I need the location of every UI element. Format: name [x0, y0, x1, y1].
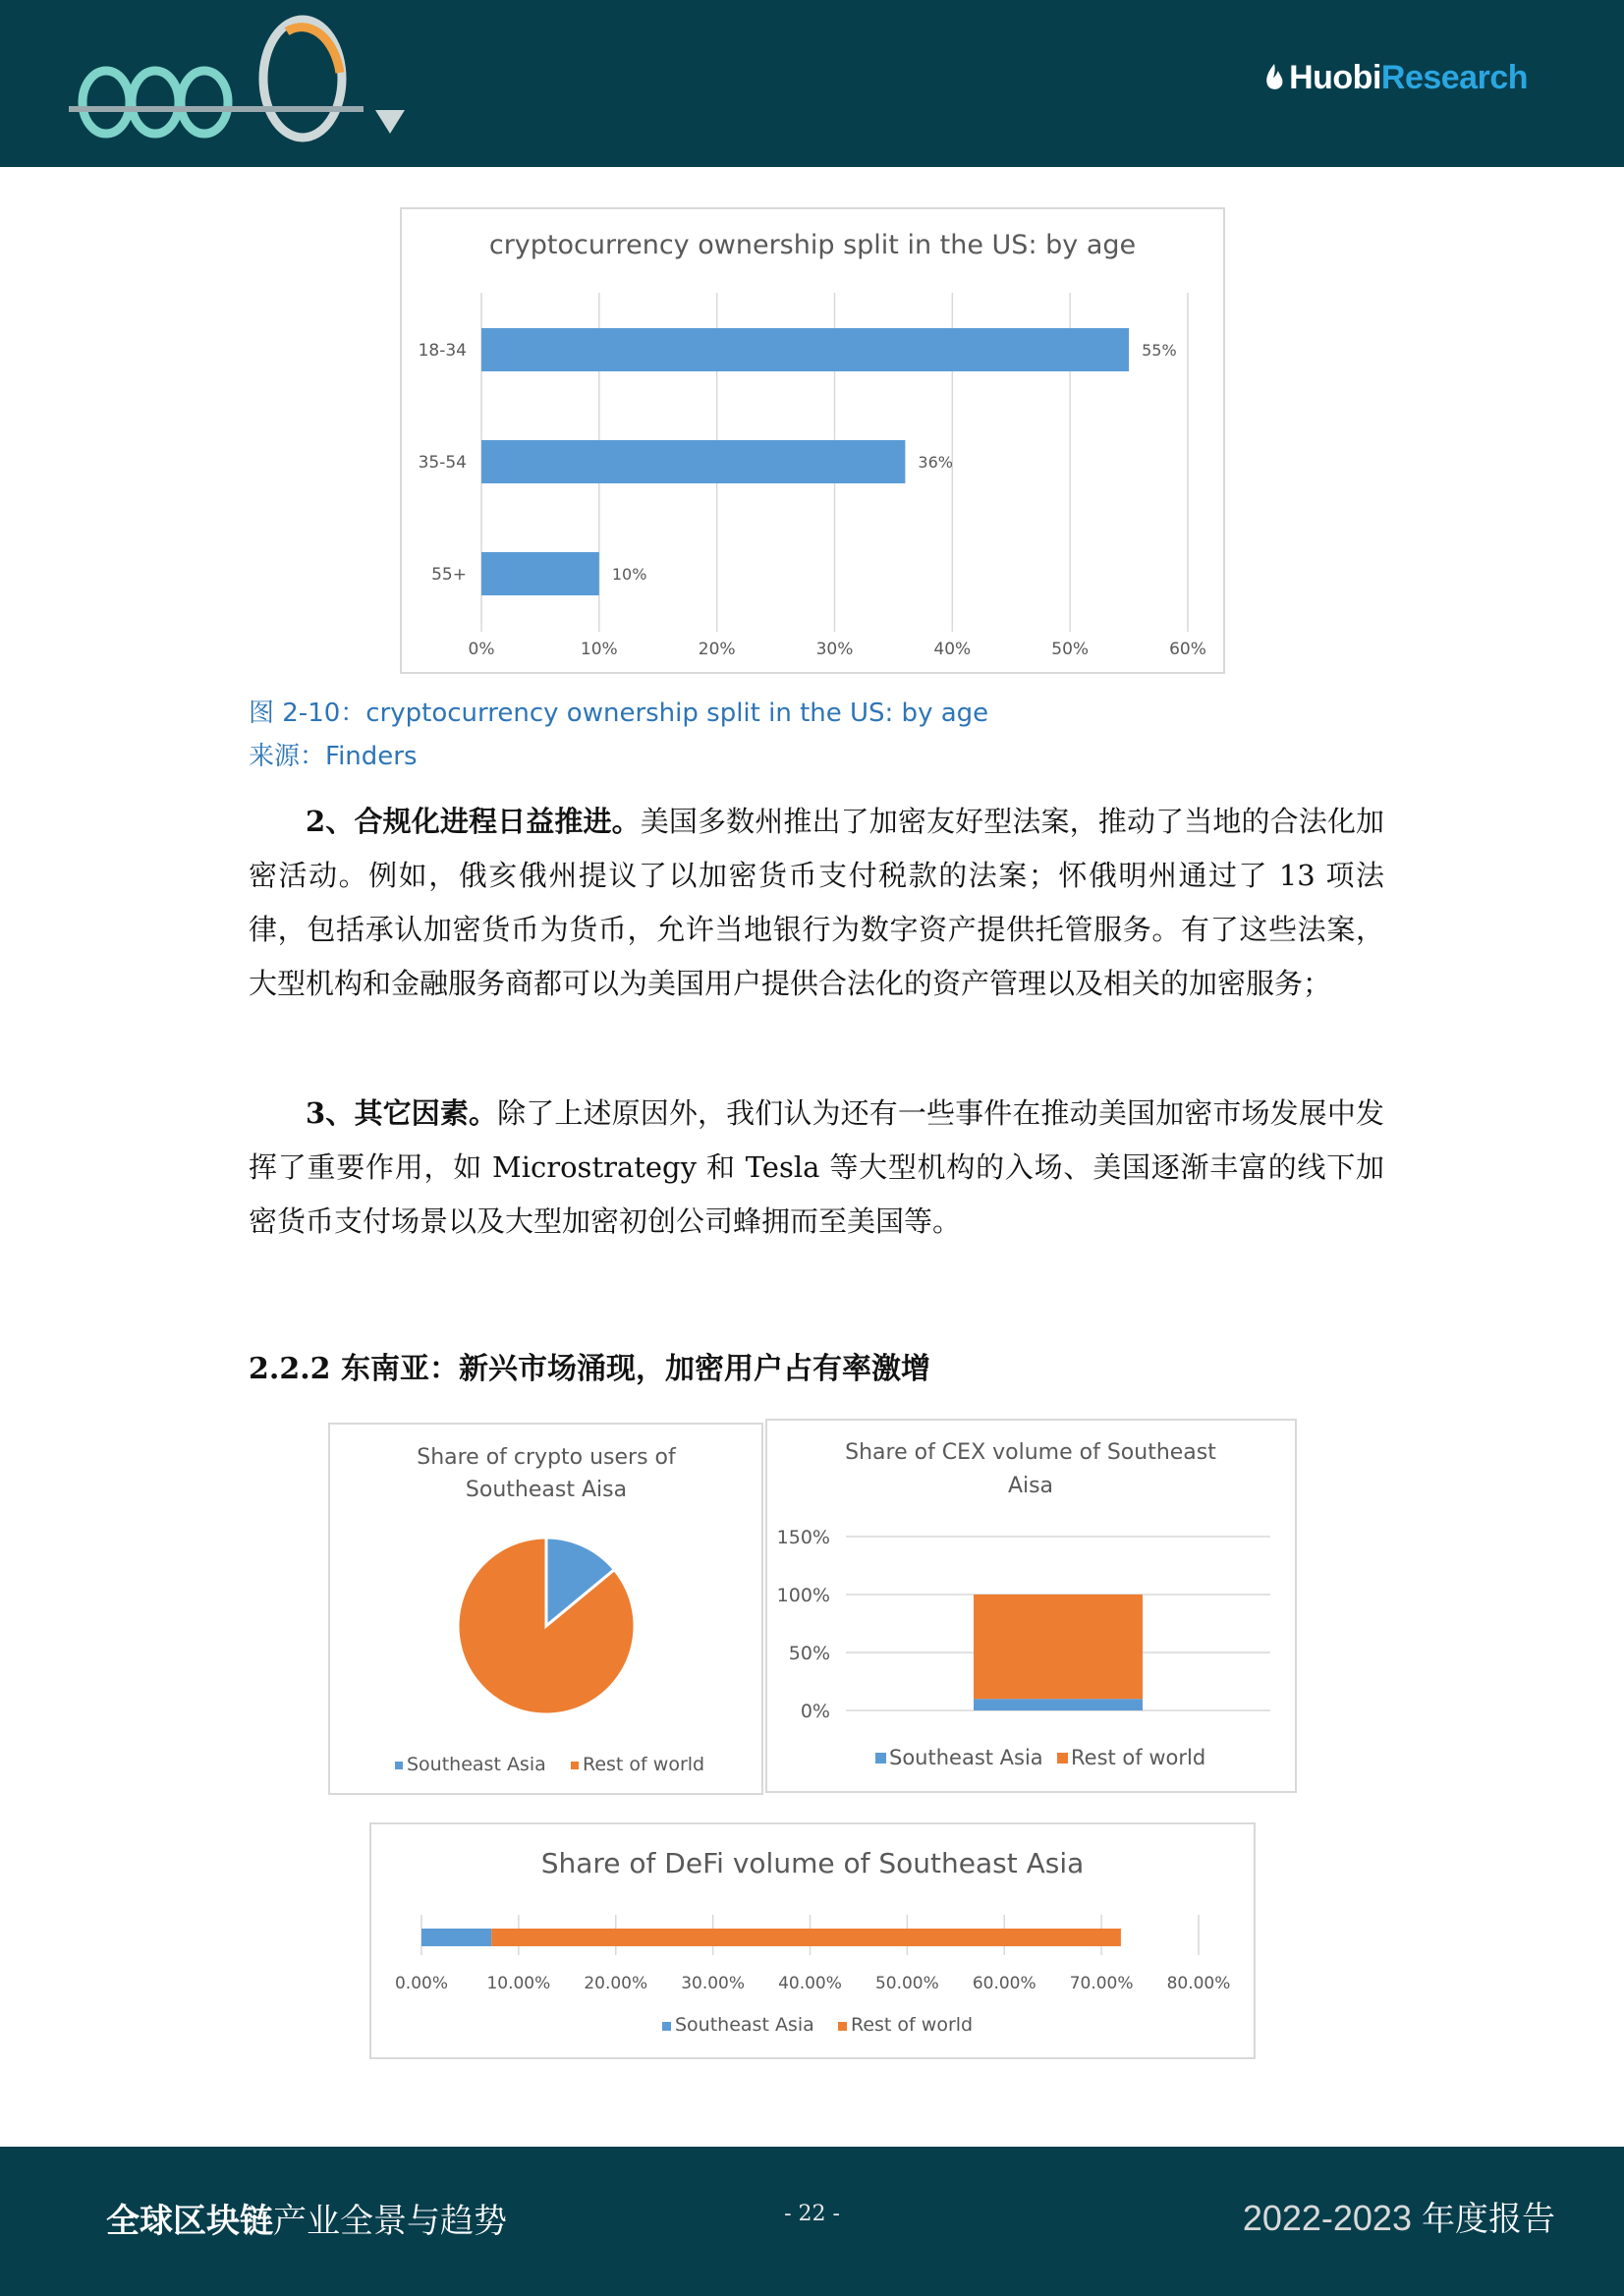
cex-volume-svg [767, 1421, 1295, 1791]
bar-18-34 [481, 328, 1129, 371]
page-footer [0, 2147, 1624, 2296]
category-label: 18-34 [418, 341, 467, 361]
legend-swatch [395, 1762, 403, 1769]
chart-title: Southeast Aisa [465, 1478, 628, 1502]
legend-swatch [1057, 1753, 1068, 1764]
x-tick-label: 30.00% [681, 1974, 746, 1993]
age-split-chart [400, 207, 1225, 674]
bar-35-54 [481, 440, 905, 483]
figure-source: 来源：Finders [249, 742, 418, 771]
legend-label: Southeast Asia [675, 2014, 814, 2036]
x-tick-label: 20.00% [584, 1974, 648, 1993]
data-label: 55% [1142, 341, 1177, 360]
report-year: 2022-2023 年度报告 [1242, 2198, 1555, 2239]
legend-swatch [838, 2022, 847, 2031]
paragraph-body: 美国多数州推出了加密友好型法案，推动了当地的合法化加密活动。例如，俄亥俄州提议了以加密货币支付税款的法案；怀俄明州通过了 13 项法律，包括承认加密货币为货币，允许当地银行为数字资产提供托管服务。有了这些法案，大型机构和金融服务商都可以为美国用户提供合法化的资产管理以及相关的加密服务； [249, 805, 1384, 1000]
stack-segment-rest-of-world [491, 1929, 1121, 1946]
x-tick-label: 40% [933, 640, 972, 659]
header-illustration [59, 4, 432, 151]
x-tick-label: 60.00% [972, 1974, 1036, 1993]
x-tick-label: 30% [815, 640, 854, 659]
paragraph-body: 除了上述原因外，我们认为还有一些事件在推动美国加密市场发展中发挥了重要作用，如 Microstrategy 和 Tesla 等大型机构的入场、美国逐渐丰富的线下加密货币支付场景以及大型加密初创公司蜂拥而至美国等。 [249, 1096, 1384, 1238]
legend-swatch [571, 1762, 579, 1769]
x-tick-label: 70.00% [1069, 1974, 1134, 1993]
chart-title: cryptocurrency ownership split in the US: by age [488, 230, 1137, 260]
category-label: 35-54 [418, 453, 467, 473]
legend-swatch [875, 1753, 886, 1764]
stack-segment-southeast-asia [974, 1699, 1143, 1710]
figure-caption: 图 2-10：cryptocurrency ownership split in the US: by age [249, 699, 989, 728]
chart-title: Share of DeFi volume of Southeast Asia [540, 1847, 1085, 1879]
x-tick-label: 40.00% [778, 1974, 842, 1993]
paragraph-lead: 2、合规化进程日益推进。 [306, 805, 641, 838]
legend-label: Southeast Asia [407, 1754, 546, 1775]
legend-label: Rest of world [1071, 1746, 1206, 1769]
bar-55+ [481, 552, 599, 595]
brand-logo: HuobiResearch [1263, 59, 1528, 97]
paragraph-other-factors [249, 1087, 1384, 1249]
chart-title: Share of CEX volume of Southeast [845, 1440, 1216, 1465]
y-tick-label: 50% [788, 1643, 830, 1664]
chart-title: Aisa [1007, 1474, 1054, 1498]
x-tick-label: 0% [468, 640, 495, 659]
x-tick-label: 80.00% [1166, 1974, 1231, 1993]
paragraph-compliance [249, 795, 1384, 1011]
data-label: 36% [918, 453, 953, 472]
cex-volume-chart [765, 1419, 1297, 1793]
chart-title: Share of crypto users of [417, 1445, 676, 1470]
legend-label: Southeast Asia [889, 1746, 1043, 1769]
crypto-users-pie-svg [330, 1425, 761, 1793]
x-tick-label: 50% [1051, 640, 1090, 659]
x-tick-label: 10% [580, 640, 618, 659]
age-split-chart-svg [402, 209, 1223, 672]
page-number: - 22 - [784, 2202, 840, 2226]
section-heading: 2.2.2 东南亚：新兴市场涌现，加密用户占有率激增 [249, 1352, 930, 1386]
x-tick-label: 50.00% [874, 1974, 939, 1993]
stack-segment-rest-of-world [974, 1595, 1143, 1699]
flame-icon [1263, 63, 1285, 92]
report-series-title: 全球区块链产业全景与趋势 [106, 2202, 507, 2241]
stack-segment-southeast-asia [421, 1929, 491, 1946]
y-tick-label: 0% [800, 1701, 830, 1722]
legend-label: Rest of world [583, 1754, 705, 1775]
paragraph-lead: 3、其它因素。 [306, 1096, 498, 1130]
x-tick-label: 0.00% [394, 1974, 449, 1993]
crypto-users-pie-chart [328, 1423, 763, 1795]
legend-label: Rest of world [851, 2014, 974, 2036]
defi-volume-chart [369, 1822, 1256, 2059]
x-tick-label: 60% [1169, 640, 1206, 659]
defi-volume-svg [371, 1824, 1254, 2057]
x-tick-label: 20% [698, 640, 736, 659]
page-header [0, 0, 1624, 167]
legend-swatch [662, 2022, 671, 2031]
y-tick-label: 100% [776, 1585, 830, 1606]
data-label: 10% [611, 565, 647, 584]
y-tick-label: 150% [776, 1527, 830, 1548]
category-label: 55+ [431, 565, 467, 585]
x-tick-label: 10.00% [486, 1974, 551, 1993]
